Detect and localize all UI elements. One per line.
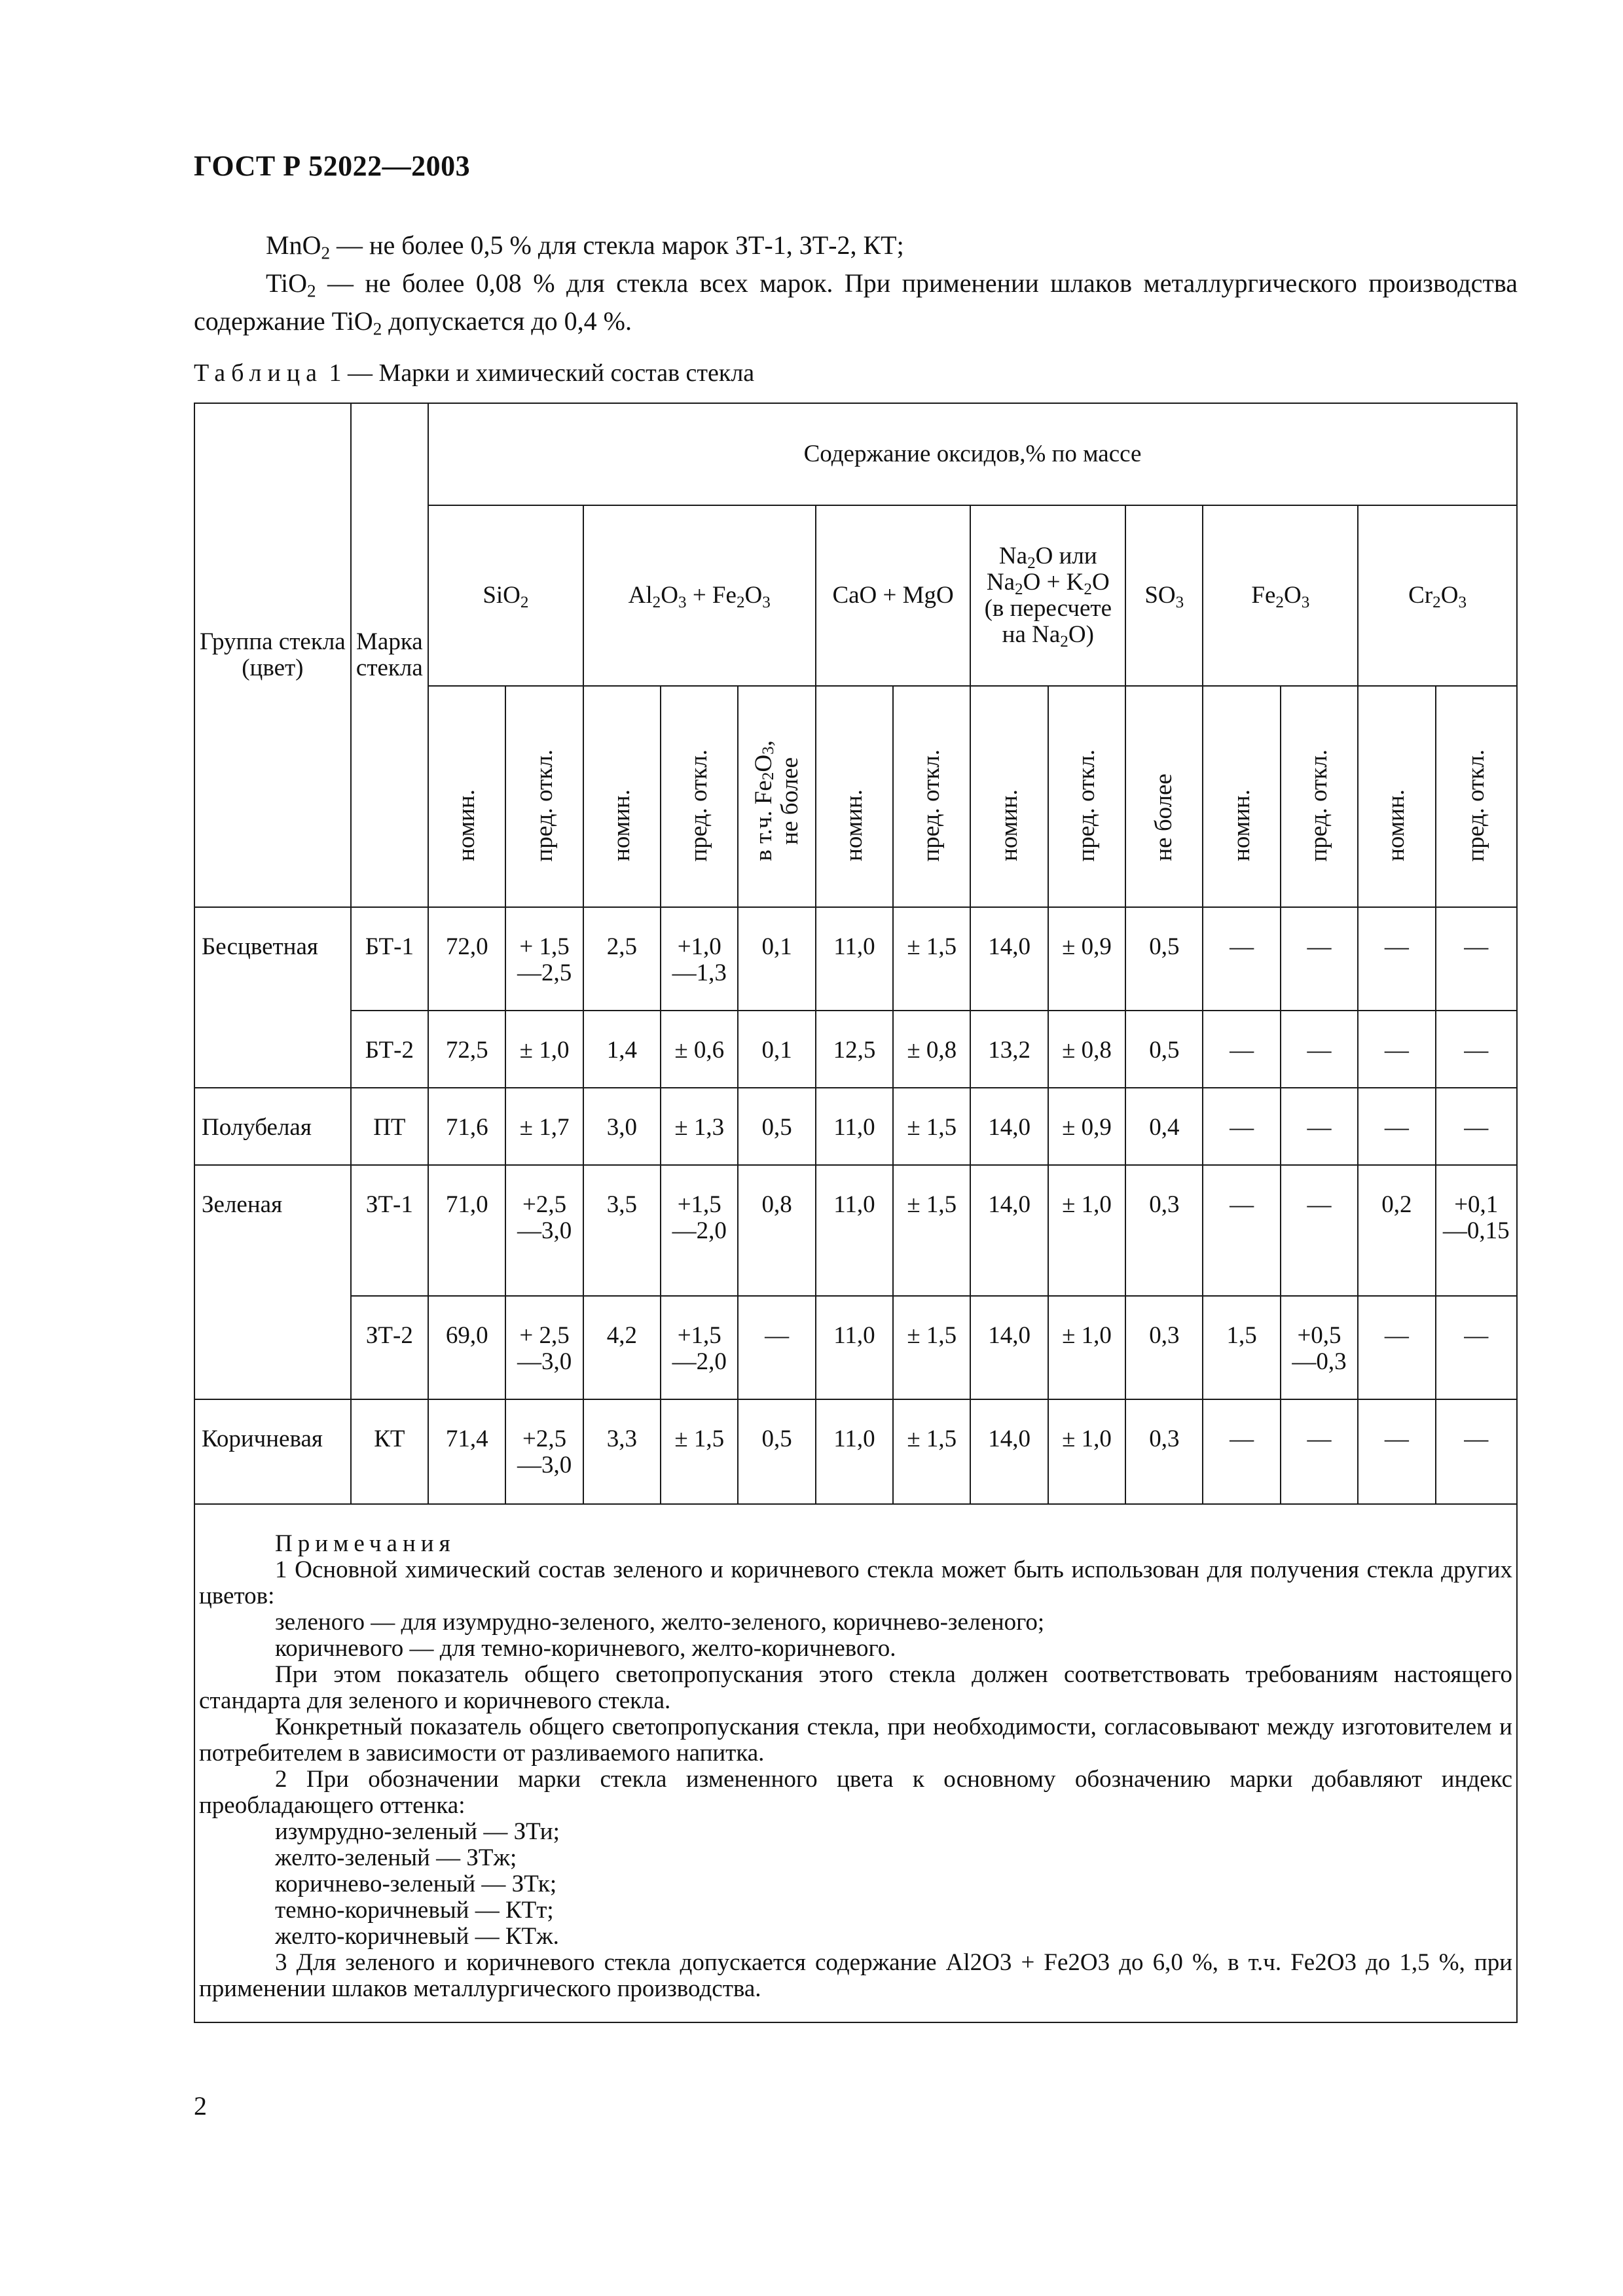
cell-fe-incl: 0,1 — [738, 1011, 815, 1088]
cell-ca: 11,0 — [816, 1165, 893, 1296]
cell-fe: — — [1203, 1011, 1280, 1088]
cell-so3: 0,3 — [1125, 1296, 1203, 1399]
cell-sio2: 71,6 — [428, 1088, 505, 1165]
cell-sio2: 71,0 — [428, 1165, 505, 1296]
note-1-green: зеленого — для изумрудно-зеленого, желто-зеленого, коричнево-зеленого; — [275, 1609, 1045, 1636]
cell-na: 14,0 — [970, 1165, 1048, 1296]
cell-fe: — — [1203, 1165, 1280, 1296]
subheader-al-nom: номин. — [583, 686, 661, 907]
cell-ca-dev: ± 0,8 — [893, 1011, 970, 1088]
subheader-na-dev: пред. откл. — [1048, 686, 1125, 907]
note-1-brown: коричневого — для темно-коричневого, желто-коричневого. — [275, 1635, 896, 1662]
header-oxides: Содержание оксидов,% по массе — [428, 403, 1517, 505]
cell-al: 3,0 — [583, 1088, 661, 1165]
cell-fe-dev: — — [1281, 907, 1358, 1011]
note-2: 2 При обозначении марки стекла измененного цвета к основному обозначению марки добавляют индекс преобладающего оттенка: — [199, 1766, 1512, 1819]
cell-sio2: 69,0 — [428, 1296, 505, 1399]
subheader-ca-nom: номин. — [816, 686, 893, 907]
cell-na-dev: ± 1,0 — [1048, 1165, 1125, 1296]
header-sio2: SiO$_2$ — [428, 505, 583, 686]
cell-so3: 0,3 — [1125, 1165, 1203, 1296]
cell-ca: 11,0 — [816, 907, 893, 1011]
subheader-al-dev: пред. откл. — [661, 686, 738, 907]
cell-al-dev: ± 1,5 — [661, 1399, 738, 1504]
cell-so3: 0,5 — [1125, 907, 1203, 1011]
note-3: 3 Для зеленого и коричневого стекла допускается содержание Al2O3 + Fe2O3 до 6,0 %, в т.ч. Fe2O3 до 1,5 %, при применении шлаков металлургического производства. — [199, 1949, 1512, 2002]
cell-mark: ЗТ-2 — [351, 1296, 428, 1399]
cell-so3: 0,4 — [1125, 1088, 1203, 1165]
header-fe2o3: $Fe_2O_3$ — [1203, 505, 1358, 686]
cell-cr: — — [1358, 1296, 1435, 1399]
cell-fe: — — [1203, 1399, 1280, 1504]
cell-al-dev: ± 1,3 — [661, 1088, 738, 1165]
header-na2o-k2o: $Na_2O$ или $Na_2O + K_2O$ (в пересчете на $Na_2O$) — [970, 505, 1125, 686]
cell-cr: — — [1358, 907, 1435, 1011]
note-1: 1 Основной химический состав зеленого и коричневого стекла может быть использован для получения стекла других цветов: — [199, 1556, 1512, 1609]
cell-fe-dev: — — [1281, 1399, 1358, 1504]
cell-na: 14,0 — [970, 1088, 1048, 1165]
cell-cr: — — [1358, 1399, 1435, 1504]
cell-cr-dev: — — [1436, 1399, 1517, 1504]
cell-na: 14,0 — [970, 1399, 1048, 1504]
cell-mark: БТ-2 — [351, 1011, 428, 1088]
cell-mark: ПТ — [351, 1088, 428, 1165]
tio2-requirement: TiO$_2$ — не более 0,08 % для стекла всех марок. При применении шлаков металлургического производства содержание TiO$_2$ допускается до 0,4 %. — [194, 268, 1518, 339]
table-row — [194, 1011, 1517, 1088]
cell-al: 3,3 — [583, 1399, 661, 1504]
cell-fe-incl: — — [738, 1296, 815, 1399]
subheader-cr-dev: пред. откл. — [1436, 686, 1517, 907]
note-1-agreement: Конкретный показатель общего светопропускания стекла, при необходимости, согласовывают между изготовителем и потребителем в зависимости от разливаемого напитка. — [199, 1713, 1512, 1767]
table-row — [194, 1165, 1517, 1296]
cell-fe-dev: +0,5 —0,3 — [1281, 1296, 1358, 1399]
cell-na: 13,2 — [970, 1011, 1048, 1088]
cell-fe: 1,5 — [1203, 1296, 1280, 1399]
cell-ca-dev: ± 1,5 — [893, 1165, 970, 1296]
cell-cr-dev: — — [1436, 1088, 1517, 1165]
cell-ca-dev: ± 1,5 — [893, 1399, 970, 1504]
cell-mark: КТ — [351, 1399, 428, 1504]
cell-sio2-dev: +2,5 —3,0 — [505, 1165, 583, 1296]
cell-cr: — — [1358, 1088, 1435, 1165]
cell-ca-dev: ± 1,5 — [893, 1296, 970, 1399]
cell-sio2: 72,5 — [428, 1011, 505, 1088]
cell-ca: 12,5 — [816, 1011, 893, 1088]
cell-sio2: 72,0 — [428, 907, 505, 1011]
header-cao-mgo: CaO + MgO — [816, 505, 971, 686]
cell-mark: БТ-1 — [351, 907, 428, 1011]
cell-fe-dev: — — [1281, 1011, 1358, 1088]
cell-fe: — — [1203, 907, 1280, 1011]
cell-fe-incl: 0,1 — [738, 907, 815, 1011]
cell-sio2-dev: + 1,5 —2,5 — [505, 907, 583, 1011]
cell-sio2-dev: + 2,5 —3,0 — [505, 1296, 583, 1399]
cell-na-dev: ± 0,9 — [1048, 907, 1125, 1011]
cell-fe: — — [1203, 1088, 1280, 1165]
subheader-ca-dev: пред. откл. — [893, 686, 970, 907]
table-row — [194, 907, 1517, 1011]
cell-fe-incl: 0,8 — [738, 1165, 815, 1296]
cell-fe-incl: 0,5 — [738, 1088, 815, 1165]
cell-cr-dev: — — [1436, 907, 1517, 1011]
cell-sio2-dev: +2,5 —3,0 — [505, 1399, 583, 1504]
cell-sio2-dev: ± 1,0 — [505, 1011, 583, 1088]
cell-na-dev: ± 1,0 — [1048, 1296, 1125, 1399]
table-row — [194, 1088, 1517, 1165]
table-row — [194, 1296, 1517, 1399]
subheader-fe-nom: номин. — [1203, 686, 1280, 907]
cell-group: Полубелая — [194, 1088, 351, 1165]
table-caption: Таблица 1 — Марки и химический состав стекла — [194, 359, 755, 387]
cell-na-dev: ± 0,8 — [1048, 1011, 1125, 1088]
cell-al-dev: +1,0 —1,3 — [661, 907, 738, 1011]
intro-text — [194, 226, 1518, 340]
cell-group: Зеленая — [194, 1165, 351, 1399]
cell-sio2: 71,4 — [428, 1399, 505, 1504]
subheader-sio2-dev: пред. откл. — [505, 686, 583, 907]
cell-cr-dev: — — [1436, 1296, 1517, 1399]
cell-na-dev: ± 1,0 — [1048, 1399, 1125, 1504]
note-2-yellow-brown: желто-коричневый — КТж. — [275, 1923, 559, 1950]
cell-group: Бесцветная — [194, 907, 351, 1088]
notes-row — [194, 1504, 1517, 2022]
cell-cr: — — [1358, 1011, 1435, 1088]
cell-na: 14,0 — [970, 1296, 1048, 1399]
subheader-na-nom: номин. — [970, 686, 1048, 907]
cell-ca: 11,0 — [816, 1399, 893, 1504]
cell-ca-dev: ± 1,5 — [893, 907, 970, 1011]
notes — [194, 1504, 1517, 2022]
document-header: ГОСТ Р 52022—2003 — [194, 150, 471, 182]
subheader-so3-max: не более — [1125, 686, 1203, 907]
header-so3: $SO_3$ — [1125, 505, 1203, 686]
subheader-fe-dev: пред. откл. — [1281, 686, 1358, 907]
cell-sio2-dev: ± 1,7 — [505, 1088, 583, 1165]
cell-na: 14,0 — [970, 907, 1048, 1011]
note-2-brown-green: коричнево-зеленый — ЗТк; — [275, 1871, 557, 1897]
cell-fe-dev: — — [1281, 1088, 1358, 1165]
cell-cr-dev: +0,1 —0,15 — [1436, 1165, 1517, 1296]
subheader-sio2-nom: номин. — [428, 686, 505, 907]
header-group: Группа стекла (цвет) — [194, 403, 351, 907]
header-mark: Марка стекла — [351, 403, 428, 907]
note-1-transmission: При этом показатель общего светопропускания этого стекла должен соответствовать требованиям настоящего стандарта для зеленого и коричневого стекла. — [199, 1661, 1512, 1714]
cell-fe-dev: — — [1281, 1165, 1358, 1296]
note-2-dark-brown: темно-коричневый — КТт; — [275, 1897, 554, 1924]
notes-title: Примечания — [275, 1530, 456, 1557]
header-al2o3-fe2o3: $Al_2O_3 + Fe_2O_3$ — [583, 505, 816, 686]
cell-al-dev: +1,5 —2,0 — [661, 1296, 738, 1399]
cell-so3: 0,3 — [1125, 1399, 1203, 1504]
cell-al: 3,5 — [583, 1165, 661, 1296]
cell-al: 2,5 — [583, 907, 661, 1011]
page-number: 2 — [194, 2091, 207, 2121]
cell-na-dev: ± 0,9 — [1048, 1088, 1125, 1165]
header-cr2o3: $Cr_2O_3$ — [1358, 505, 1517, 686]
cell-fe-incl: 0,5 — [738, 1399, 815, 1504]
subheader-cr-nom: номин. — [1358, 686, 1435, 907]
cell-al-dev: +1,5 —2,0 — [661, 1165, 738, 1296]
cell-cr: 0,2 — [1358, 1165, 1435, 1296]
cell-ca-dev: ± 1,5 — [893, 1088, 970, 1165]
cell-cr-dev: — — [1436, 1011, 1517, 1088]
cell-so3: 0,5 — [1125, 1011, 1203, 1088]
glass-composition-table — [194, 403, 1518, 2023]
cell-al-dev: ± 0,6 — [661, 1011, 738, 1088]
table-row — [194, 1399, 1517, 1504]
cell-al: 4,2 — [583, 1296, 661, 1399]
cell-ca: 11,0 — [816, 1296, 893, 1399]
subheader-fe2o3-incl: в т.ч. $Fe_2O_3$, не более — [738, 686, 815, 907]
note-2-emerald: изумрудно-зеленый — ЗТи; — [275, 1818, 560, 1845]
note-2-yellow-green: желто-зеленый — ЗТж; — [275, 1844, 517, 1871]
mno2-requirement: MnO$_2$ — не более 0,5 % для стекла марок ЗТ-1, ЗТ-2, КТ; — [266, 230, 904, 263]
cell-al: 1,4 — [583, 1011, 661, 1088]
cell-ca: 11,0 — [816, 1088, 893, 1165]
cell-group: Коричневая — [194, 1399, 351, 1504]
cell-mark: ЗТ-1 — [351, 1165, 428, 1296]
